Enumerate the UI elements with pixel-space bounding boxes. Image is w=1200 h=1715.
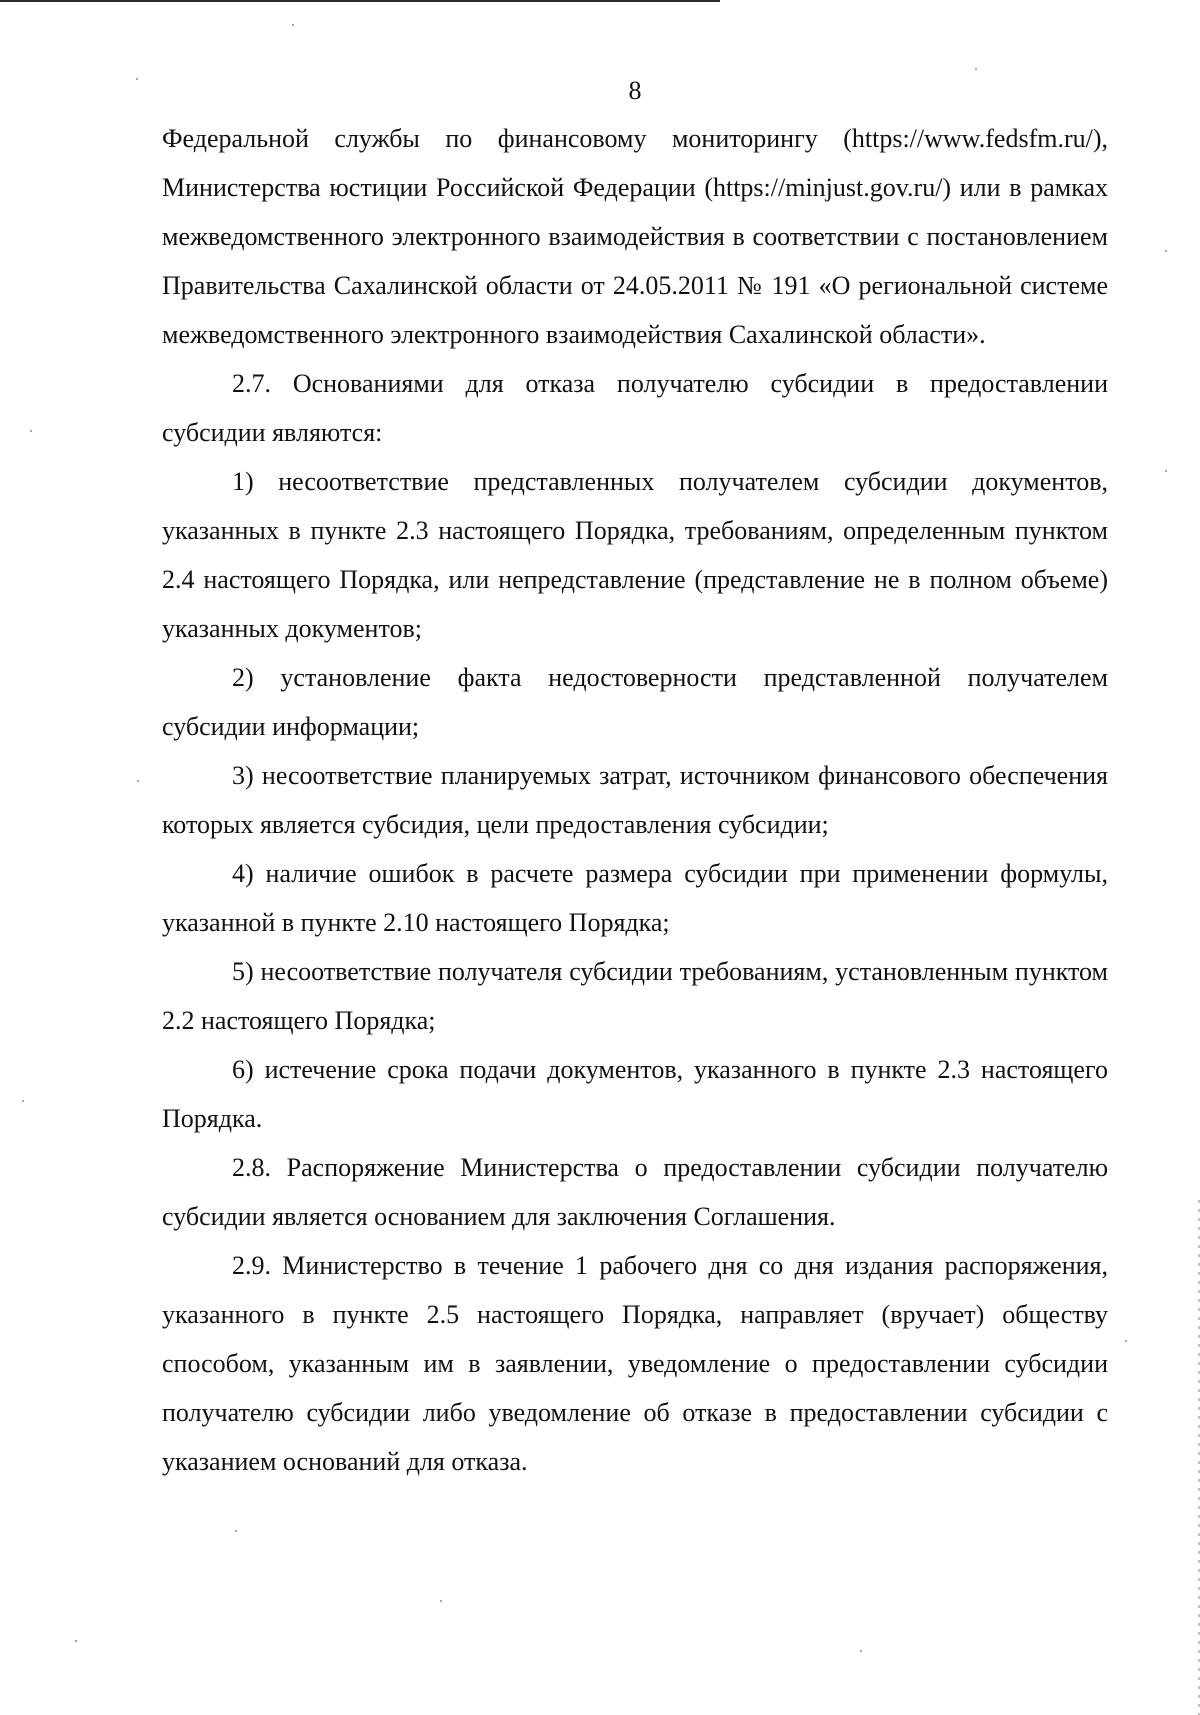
scan-speck — [30, 430, 32, 432]
scan-speck — [136, 78, 138, 80]
scan-speck — [137, 780, 139, 782]
paragraph-2-7: 2.7. Основаниями для отказа получателю субсидии в предоставлении субсидии являются: — [162, 369, 1108, 447]
paragraph-2-8: 2.8. Распоряжение Министерства о предоставлении субсидии получателю субсидии является основанием для заключения Соглашения. — [162, 1153, 1108, 1231]
document-body — [162, 114, 1108, 1486]
list-item-4: 4) наличие ошибок в расчете размера субсидии при применении формулы, указанной в пункте 2.10 настоящего Порядка; — [162, 859, 1108, 937]
paragraph-continuation: Федеральной службы по финансовому мониторингу (https://www.fedsfm.ru/), Министерства юстиции Российской Федерации (https://minjust.gov.ru/) или в рамках межведомственного электронного взаимодействия в соответствии с постановлением Правительства Сахалинской области от 24.05.2011 № 191 «О региональной системе межведомственного электронного взаимодействия Сахалинской области». — [162, 124, 1108, 349]
scan-speck — [440, 1600, 442, 1602]
scan-speck — [235, 1530, 237, 1532]
paragraph-2-9: 2.9. Министерство в течение 1 рабочего дня со дня издания распоряжения, указанного в пункте 2.5 настоящего Порядка, направляет (вручает) обществу способом, указанным им в заявлении, уведомление о предоставлении субсидии получателю субсидии либо уведомление об отказе в предоставлении субсидии с указанием оснований для отказа. — [162, 1251, 1108, 1476]
scan-speck — [1165, 250, 1167, 252]
scan-top-border — [0, 0, 720, 2]
scan-speck — [75, 1640, 77, 1642]
scan-speck — [292, 24, 294, 26]
scan-speck — [1125, 1340, 1127, 1342]
page-number: 8 — [628, 76, 642, 105]
scan-speck — [975, 68, 977, 70]
scan-speck — [22, 1100, 24, 1102]
scan-speck — [1165, 470, 1167, 472]
list-item-1: 1) несоответствие представленных получателем субсидии документов, указанных в пункте 2.3 настоящего Порядка, требованиям, определенным пунктом 2.4 настоящего Порядка, или непредставление (представление не в полном объеме) указанных документов; — [162, 467, 1108, 643]
list-item-3: 3) несоответствие планируемых затрат, источником финансового обеспечения которых является субсидия, цели предоставления субсидии; — [162, 761, 1108, 839]
scan-speck — [860, 1650, 862, 1652]
list-item-6: 6) истечение срока подачи документов, указанного в пункте 2.3 настоящего Порядка. — [162, 1055, 1108, 1133]
list-item-5: 5) несоответствие получателя субсидии требованиям, установленным пунктом 2.2 настоящего Порядка; — [162, 957, 1108, 1035]
list-item-2: 2) установление факта недостоверности представленной получателем субсидии информации; — [162, 663, 1108, 741]
